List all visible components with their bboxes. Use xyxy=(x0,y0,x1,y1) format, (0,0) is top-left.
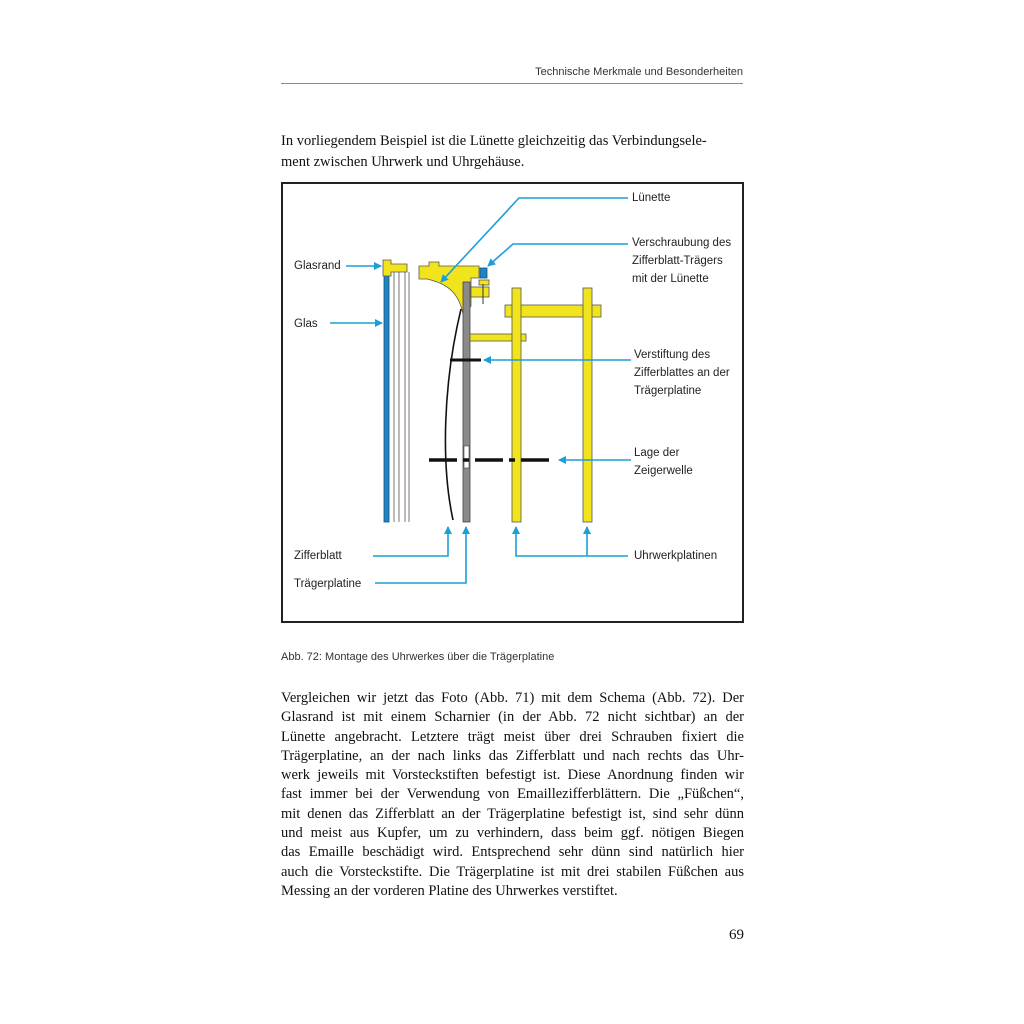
glasrand-bezel xyxy=(383,260,407,276)
body-line: auch die Vorsteckstifte. Die Trägerplatine ist mit drei stabilen Füßchen aus xyxy=(281,863,744,880)
page-number: 69 xyxy=(729,927,744,943)
uhrwerkplatine-right xyxy=(583,288,592,522)
arrow-traegerplatine xyxy=(375,527,466,583)
zifferblatt-line xyxy=(445,309,461,520)
label-verstiftung-1: Verstiftung des xyxy=(634,349,711,361)
arrow-uhrwerkplatinen xyxy=(516,527,628,556)
label-lage-1: Lage der xyxy=(634,447,680,459)
label-uhrwerkplatinen: Uhrwerkplatinen xyxy=(634,550,718,562)
label-traegerplatine: Trägerplatine xyxy=(294,578,362,590)
body-line: Messing an der vorderen Platine des Uhrwerkes verstiftet. xyxy=(281,882,618,899)
label-luenette: Lünette xyxy=(632,192,671,204)
intro-line: ment zwischen Uhrwerk und Uhrgehäuse. xyxy=(281,154,525,170)
label-glas: Glas xyxy=(294,318,318,330)
running-header xyxy=(281,66,743,84)
label-verschraubung-3: mit der Lünette xyxy=(632,273,709,285)
label-verschraubung-2: Zifferblatt-Trägers xyxy=(632,255,723,267)
body-line: und meist aus Kupfer, um zu verhindern, dass beim ggf. nötigen Biegen xyxy=(281,825,744,842)
figure-diagram xyxy=(281,182,744,623)
body-line: das Emaille beschädigt wird. Entsprechend sehr dünn sind natürlich hier xyxy=(281,844,744,861)
label-zifferblatt: Zifferblatt xyxy=(294,550,342,562)
label-glasrand: Glasrand xyxy=(294,260,341,272)
intro-line: In vorliegendem Beispiel ist die Lünette gleichzeitig das Verbindungsele- xyxy=(281,133,707,149)
arrow-zifferblatt xyxy=(373,527,448,556)
body-line: Glasrand ist mit einem Scharnier (in der Abb. 72 nicht sichtbar) an der xyxy=(281,709,744,726)
label-lage-2: Zeigerwelle xyxy=(634,465,693,477)
label-verstiftung-3: Trägerplatine xyxy=(634,385,702,397)
uhrwerkplatine-left xyxy=(512,288,521,522)
label-verstiftung-2: Zifferblattes an der xyxy=(634,367,730,379)
glass-pane xyxy=(384,272,389,522)
body-paragraph xyxy=(281,689,744,901)
traegerplatine-bar xyxy=(463,282,470,522)
running-title: Technische Merkmale und Besonderheiten xyxy=(535,66,743,78)
body-line: Trägerplatine, an der nach links das Zifferblatt und nach rechts das Uhr- xyxy=(281,747,744,764)
label-verschraubung-1: Verschraubung des xyxy=(632,237,732,249)
body-line: mit denen das Zifferblatt an der Trägerplatine befestigt ist, sind sehr dünn xyxy=(281,805,744,822)
screw-head xyxy=(480,268,487,278)
intro-paragraph xyxy=(281,131,744,173)
body-line: fast immer bei der Verwendung von Emaillezifferblättern. Die „Füßchen“, xyxy=(281,786,744,803)
body-line: werk jeweils mit Vorsteckstiften befestigt ist. Diese Anordnung finden wir xyxy=(281,767,744,784)
body-line: Lünette angebracht. Letztere trägt meist über drei Schrauben fixiert die xyxy=(281,728,744,745)
figure-caption: Abb. 72: Montage des Uhrwerkes über die Trägerplatine xyxy=(281,651,555,663)
arrow-verschraubung xyxy=(488,244,628,266)
body-line: Vergleichen wir jetzt das Foto (Abb. 71) mit dem Schema (Abb. 72). Der xyxy=(281,690,744,706)
